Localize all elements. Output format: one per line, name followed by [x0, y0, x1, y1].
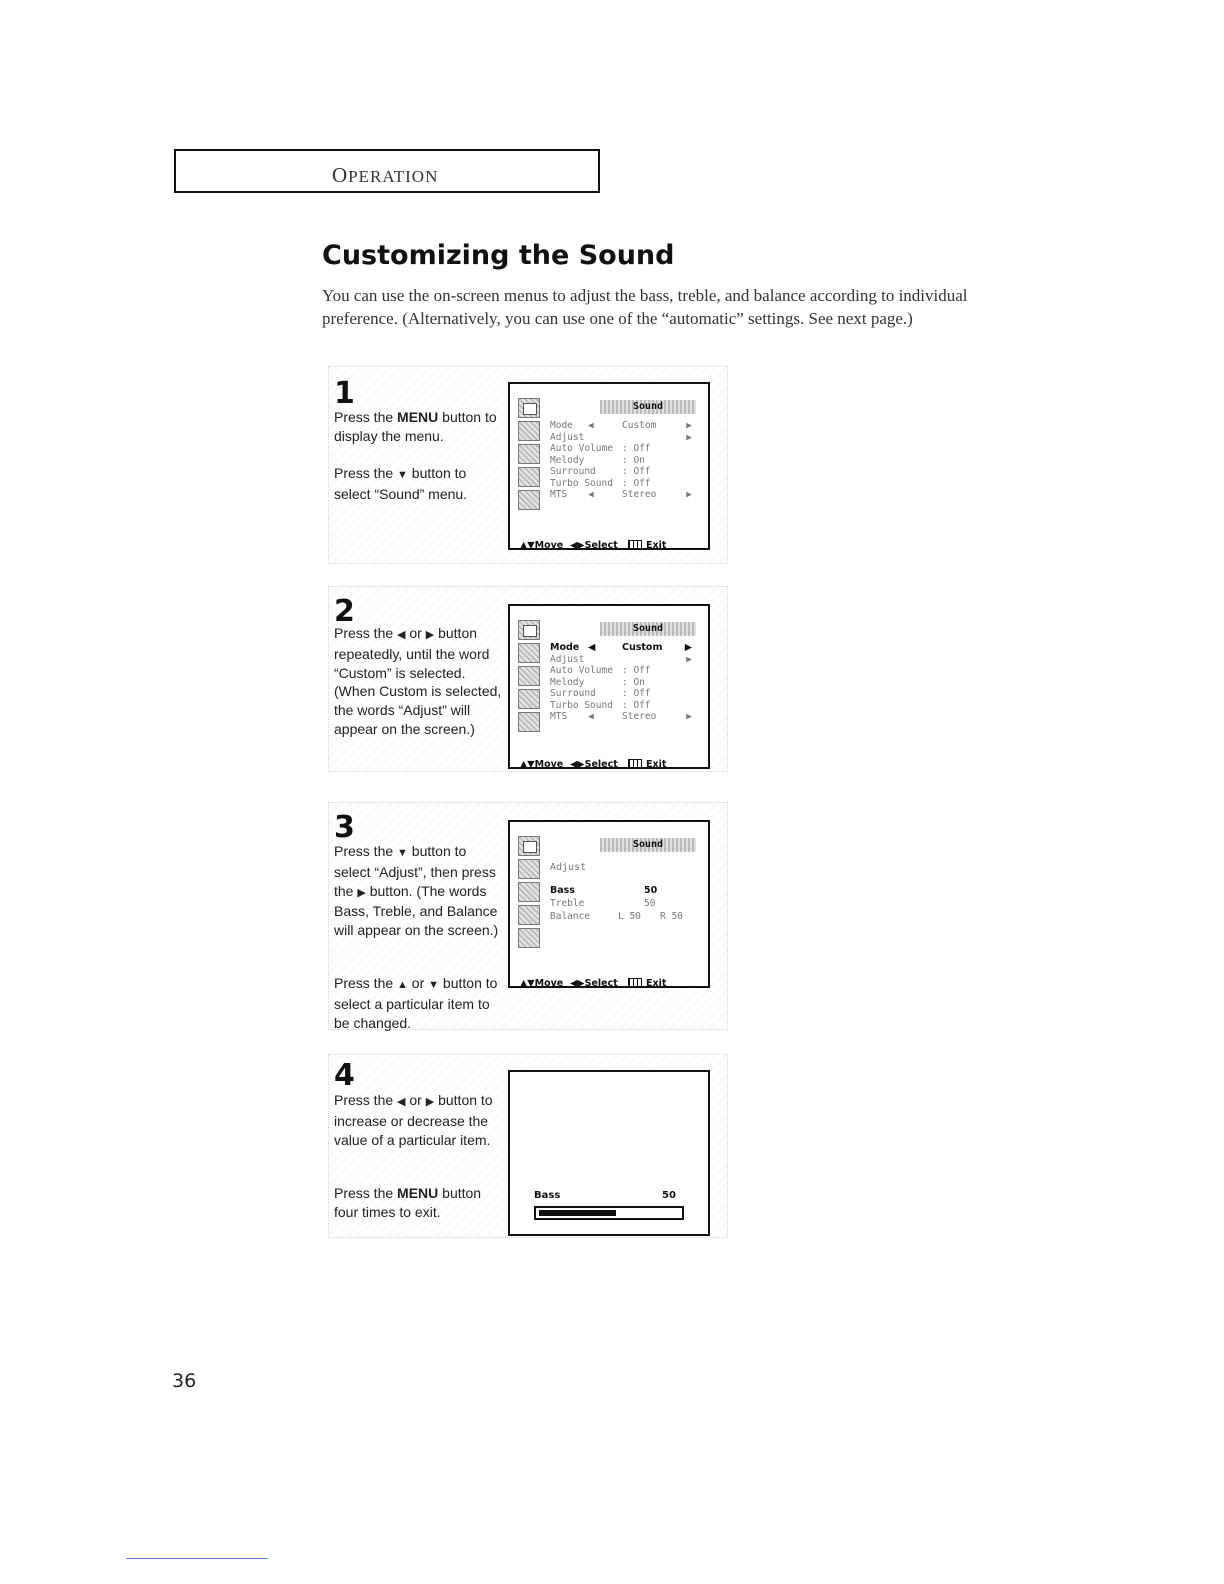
channel-icon	[518, 882, 540, 902]
sound-icon	[518, 421, 540, 441]
adjust-rows	[550, 884, 700, 923]
right-arrow-icon: ▶	[357, 886, 366, 899]
setup-icon	[518, 467, 540, 487]
menu-exit-icon	[628, 540, 642, 549]
right-arrow-icon: ▶	[425, 629, 435, 641]
bass-level-fill	[539, 1210, 616, 1216]
menu-title: Sound	[600, 400, 696, 414]
adjust-row-treble: Treble 50	[550, 898, 656, 909]
adjust-row-balance: Balance L 50 R 50	[550, 911, 683, 922]
menu-row-surround: Surround : Off	[550, 688, 651, 699]
step-number: 2	[334, 594, 355, 629]
move-hint: ▲▼Move	[520, 759, 564, 770]
tv-sound-menu-screen-custom	[508, 604, 710, 769]
tv-sound-menu-screen	[508, 382, 710, 550]
section-header-text: OPERATION	[332, 163, 439, 187]
picture-icon	[518, 836, 540, 856]
page-number: 36	[172, 1370, 197, 1392]
menu-row-mts: MTS ◀ Stereo ▶	[550, 489, 692, 500]
picture-icon	[518, 620, 540, 640]
exit-hint: Exit	[646, 759, 667, 770]
step-3-instruction-b: Press the ▲ or ▼ button to select a particular item to be changed.	[334, 975, 498, 1031]
menu-row-mode-selected: Mode ◀ Custom ▶	[550, 642, 692, 653]
menu-exit-icon	[628, 978, 642, 987]
menu-row-adjust: Adjust ▶	[550, 431, 692, 443]
menu-row-adjust: Adjust ▶	[550, 653, 692, 665]
menu-row-auto-volume: Auto Volume : Off	[550, 665, 651, 676]
sound-icon	[518, 859, 540, 879]
menu-rows	[550, 420, 700, 501]
step-2-instruction: Press the ◀ or ▶ button repeatedly, until the word “Custom” is selected. (When Custom is selected, the words “Adjust” will appear on the screen.)	[334, 625, 502, 737]
step-number: 3	[334, 810, 355, 845]
menu-icon-sidebar	[518, 836, 540, 951]
section-header	[174, 149, 600, 193]
up-arrow-icon: ▲	[397, 979, 408, 991]
menu-row-auto-volume: Auto Volume : Off	[550, 443, 651, 454]
input-icon	[518, 712, 540, 732]
footer-rule	[126, 1558, 268, 1559]
menu-row-melody: Melody : On	[550, 676, 645, 688]
menu-icon-sidebar	[518, 398, 540, 513]
move-hint: ▲▼Move	[520, 978, 564, 989]
tv-bass-level-screen	[508, 1070, 710, 1236]
step-number: 1	[334, 376, 355, 411]
step-1-instruction-a: Press the MENU button to display the menu.	[334, 409, 497, 444]
input-icon	[518, 928, 540, 948]
select-hint: ◀▶Select	[570, 540, 618, 551]
bass-label: Bass	[534, 1190, 561, 1201]
setup-icon	[518, 689, 540, 709]
down-arrow-icon: ▼	[428, 979, 440, 991]
menu-subtitle: Adjust	[550, 862, 587, 873]
step-1-instruction-b: Press the ▼ button to select “Sound” menu.	[334, 465, 468, 502]
exit-hint: Exit	[646, 978, 667, 989]
menu-title: Sound	[600, 622, 696, 636]
bass-value: 50	[662, 1190, 676, 1201]
menu-row-turbo-sound: Turbo Sound : Off	[550, 477, 651, 489]
sound-icon	[518, 643, 540, 663]
exit-hint: Exit	[646, 540, 667, 551]
adjust-row-bass-selected: Bass 50	[550, 885, 658, 896]
menu-rows	[550, 642, 700, 723]
setup-icon	[518, 905, 540, 925]
tv-adjust-menu-screen	[508, 820, 710, 988]
page-title: Customizing the Sound	[322, 240, 675, 271]
channel-icon	[518, 444, 540, 464]
menu-row-melody: Melody : On	[550, 454, 645, 466]
channel-icon	[518, 666, 540, 686]
step-4-instruction-a: Press the ◀ or ▶ button to increase or decrease the value of a particular item.	[334, 1092, 493, 1148]
bass-level-bar	[534, 1206, 684, 1220]
menu-icon-sidebar	[518, 620, 540, 735]
right-arrow-icon: ▶	[425, 1096, 435, 1108]
menu-row-mts: MTS ◀ Stereo ▶	[550, 711, 692, 722]
intro-paragraph: You can use the on-screen menus to adjust the bass, treble, and balance according to individual preference. (Alternatively, you can use one of the “automatic” settings. See next page.)	[322, 286, 968, 328]
menu-row-surround: Surround : Off	[550, 466, 651, 477]
select-hint: ◀▶Select	[570, 759, 618, 770]
input-icon	[518, 490, 540, 510]
step-4-instruction-b: Press the MENU button four times to exit.	[334, 1185, 482, 1220]
move-hint: ▲▼Move	[520, 540, 564, 551]
step-number: 4	[334, 1058, 355, 1093]
picture-icon	[518, 398, 540, 418]
down-arrow-icon: ▼	[397, 847, 408, 859]
menu-title: Sound	[600, 838, 696, 852]
left-arrow-icon: ◀	[397, 1096, 406, 1108]
left-arrow-icon: ◀	[397, 629, 406, 641]
down-arrow-icon: ▼	[397, 469, 408, 481]
select-hint: ◀▶Select	[570, 978, 618, 989]
step-3-instruction-a: Press the ▼ button to select “Adjust”, then press the ▶ button. (The words Bass, Treble, and Balance will appear on the screen.)	[334, 843, 499, 939]
menu-row-mode: Mode ◀ Custom ▶	[550, 420, 692, 431]
menu-row-turbo-sound: Turbo Sound : Off	[550, 699, 651, 711]
menu-exit-icon	[628, 759, 642, 768]
